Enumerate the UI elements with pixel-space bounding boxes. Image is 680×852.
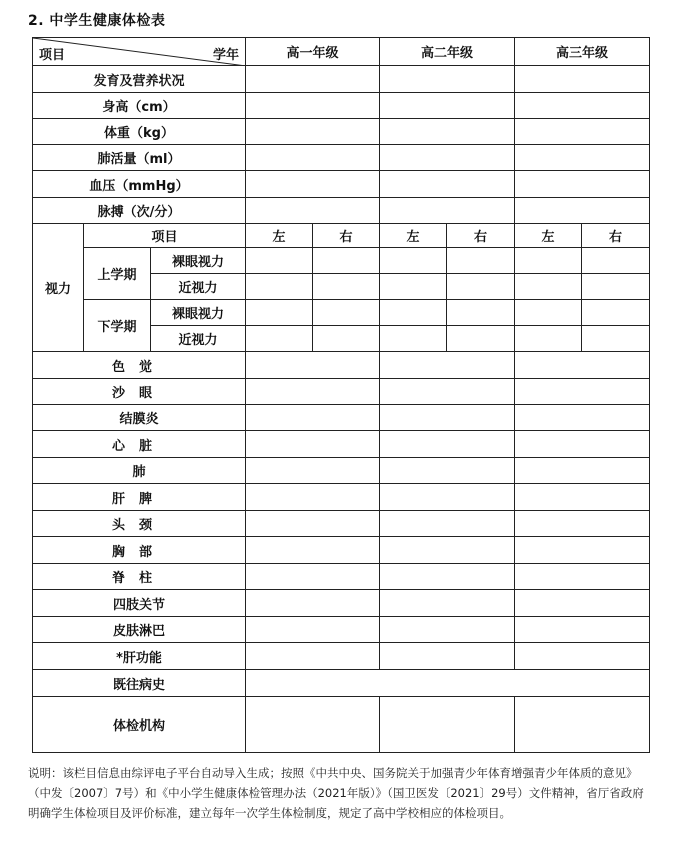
table-row [33, 431, 650, 458]
input-cell[interactable] [447, 274, 515, 300]
input-cell[interactable] [515, 697, 650, 753]
vision-type-label: 近视力 [151, 326, 246, 352]
input-cell[interactable] [313, 274, 380, 300]
row-label-pulse: 脉搏（次/分） [33, 198, 246, 224]
corner-label-item: 项目 [39, 48, 66, 63]
input-cell[interactable] [246, 274, 313, 300]
vision-type-label: 裸眼视力 [151, 300, 246, 326]
input-cell[interactable] [380, 564, 515, 590]
input-cell[interactable] [515, 484, 650, 511]
input-cell[interactable] [246, 511, 380, 537]
vision-type-label: 裸眼视力 [151, 248, 246, 274]
input-cell[interactable] [380, 326, 447, 352]
input-cell[interactable] [582, 274, 650, 300]
input-cell[interactable] [447, 248, 515, 274]
row-label-limbs-joints: 四肢关节 [33, 590, 246, 617]
vision-type-label: 近视力 [151, 274, 246, 300]
corner-header-cell [33, 38, 246, 66]
eye-right-header: 右 [447, 224, 515, 248]
row-label-chest: 胸部 [33, 537, 246, 564]
input-cell[interactable] [246, 697, 380, 753]
table-row [33, 379, 650, 405]
input-cell[interactable] [380, 511, 515, 537]
input-cell[interactable] [380, 458, 515, 484]
row-label-skin-lymph: 皮肤淋巴 [33, 617, 246, 643]
input-cell[interactable] [447, 326, 515, 352]
table-row [33, 93, 650, 119]
input-cell[interactable] [246, 379, 380, 405]
input-cell[interactable] [380, 248, 447, 274]
vision-label: 视力 [33, 224, 84, 352]
table-row [33, 511, 650, 537]
input-cell[interactable] [515, 431, 650, 458]
row-label-liver-function: *肝功能 [33, 643, 246, 670]
input-cell[interactable] [246, 484, 380, 511]
table-row [33, 484, 650, 511]
input-cell[interactable] [515, 326, 582, 352]
input-cell[interactable] [380, 484, 515, 511]
input-cell[interactable] [246, 119, 380, 145]
input-cell[interactable] [313, 300, 380, 326]
row-label-institution: 体检机构 [33, 697, 246, 753]
grade-header-2: 高二年级 [380, 38, 515, 66]
input-cell[interactable] [515, 564, 650, 590]
input-cell[interactable] [515, 458, 650, 484]
row-label-lung: 肺 [33, 458, 246, 484]
input-cell[interactable] [246, 66, 380, 93]
input-cell[interactable] [246, 145, 380, 171]
table-row [33, 590, 650, 617]
eye-right-header: 右 [313, 224, 380, 248]
document-title: 2. 中学生健康体检表 [28, 13, 166, 29]
table-row [33, 537, 650, 564]
input-cell[interactable] [515, 537, 650, 564]
input-cell[interactable] [246, 458, 380, 484]
input-cell[interactable] [380, 431, 515, 458]
input-cell[interactable] [246, 643, 380, 670]
term-label-second: 下学期 [84, 300, 151, 352]
input-cell-history[interactable] [246, 670, 650, 697]
table-row [33, 405, 650, 431]
input-cell[interactable] [515, 511, 650, 537]
input-cell[interactable] [246, 590, 380, 617]
row-label-head-neck: 头颈 [33, 511, 246, 537]
row-label-color-vision: 色觉 [33, 352, 246, 379]
row-label-height: 身高（cm） [33, 93, 246, 119]
input-cell[interactable] [380, 590, 515, 617]
input-cell[interactable] [582, 326, 650, 352]
eye-right-header: 右 [582, 224, 650, 248]
input-cell[interactable] [380, 643, 515, 670]
footnote: 说明：该栏目信息由综评电子平台自动导入生成；按照《中共中央、国务院关于加强青少年体育增强青少年体质的意见》（中发〔2007〕7号）和《中小学生健康体检管理办法（2021年版）》（国卫医发〔2021〕29号）文件精神，省厅省政府明确学生体检项目及评价标准，建立每年一次学生体检制度，规定了高中学校相应的体检项目。 [28, 766, 644, 820]
input-cell[interactable] [582, 248, 650, 274]
input-cell[interactable] [380, 119, 515, 145]
input-cell[interactable] [515, 171, 650, 198]
row-label-conjunctivitis: 结膜炎 [33, 405, 246, 431]
input-cell[interactable] [515, 198, 650, 224]
input-cell[interactable] [515, 617, 650, 643]
input-cell[interactable] [313, 248, 380, 274]
input-cell[interactable] [246, 248, 313, 274]
row-label-liver-spleen: 肝脾 [33, 484, 246, 511]
input-cell[interactable] [380, 405, 515, 431]
row-label-spine: 脊柱 [33, 564, 246, 590]
input-cell[interactable] [380, 537, 515, 564]
input-cell[interactable] [515, 93, 650, 119]
row-label-blood-pressure: 血压（mmHg） [33, 171, 246, 198]
input-cell[interactable] [515, 119, 650, 145]
table-row [33, 66, 650, 93]
table-row [33, 145, 650, 171]
input-cell[interactable] [582, 300, 650, 326]
table-row [33, 119, 650, 145]
table-row [33, 670, 650, 697]
input-cell[interactable] [246, 93, 380, 119]
input-cell[interactable] [515, 274, 582, 300]
row-label-weight: 体重（kg） [33, 119, 246, 145]
input-cell[interactable] [246, 617, 380, 643]
eye-left-header: 左 [515, 224, 582, 248]
input-cell[interactable] [515, 405, 650, 431]
table-row [33, 697, 650, 753]
table-row [33, 643, 650, 670]
table-row [33, 617, 650, 643]
input-cell[interactable] [380, 352, 515, 379]
table-row [33, 352, 650, 379]
health-exam-table [32, 37, 650, 753]
grade-header-3: 高三年级 [515, 38, 650, 66]
eye-left-header: 左 [246, 224, 313, 248]
row-label-vital-capacity: 肺活量（ml） [33, 145, 246, 171]
input-cell[interactable] [246, 537, 380, 564]
input-cell[interactable] [313, 326, 380, 352]
input-cell[interactable] [515, 300, 582, 326]
table-row [33, 248, 650, 274]
input-cell[interactable] [380, 274, 447, 300]
input-cell[interactable] [380, 171, 515, 198]
table-row [33, 198, 650, 224]
row-label-development: 发育及营养状况 [33, 66, 246, 93]
input-cell[interactable] [447, 300, 515, 326]
input-cell[interactable] [246, 352, 380, 379]
input-cell[interactable] [380, 198, 515, 224]
input-cell[interactable] [246, 171, 380, 198]
input-cell[interactable] [515, 643, 650, 670]
input-cell[interactable] [246, 405, 380, 431]
input-cell[interactable] [380, 617, 515, 643]
table-row [33, 171, 650, 198]
term-label-first: 上学期 [84, 248, 151, 300]
input-cell[interactable] [515, 352, 650, 379]
input-cell[interactable] [246, 300, 313, 326]
row-label-medical-history: 既往病史 [33, 670, 246, 697]
input-cell[interactable] [380, 697, 515, 753]
table-row [33, 458, 650, 484]
input-cell[interactable] [380, 93, 515, 119]
header-row [33, 38, 650, 66]
row-label-trachoma: 沙眼 [33, 379, 246, 405]
input-cell[interactable] [515, 590, 650, 617]
input-cell[interactable] [380, 379, 515, 405]
input-cell[interactable] [515, 145, 650, 171]
input-cell[interactable] [515, 379, 650, 405]
grade-header-1: 高一年级 [246, 38, 380, 66]
input-cell[interactable] [380, 300, 447, 326]
input-cell[interactable] [380, 145, 515, 171]
corner-label-year: 学年 [213, 48, 240, 63]
input-cell[interactable] [246, 431, 380, 458]
table-row [33, 564, 650, 590]
table-row [33, 300, 650, 326]
input-cell[interactable] [380, 66, 515, 93]
input-cell[interactable] [515, 66, 650, 93]
input-cell[interactable] [515, 248, 582, 274]
eye-left-header: 左 [380, 224, 447, 248]
vision-item-header: 项目 [84, 224, 246, 248]
input-cell[interactable] [246, 564, 380, 590]
input-cell[interactable] [246, 326, 313, 352]
row-label-heart: 心脏 [33, 431, 246, 458]
input-cell[interactable] [246, 198, 380, 224]
vision-header-row [33, 224, 650, 248]
